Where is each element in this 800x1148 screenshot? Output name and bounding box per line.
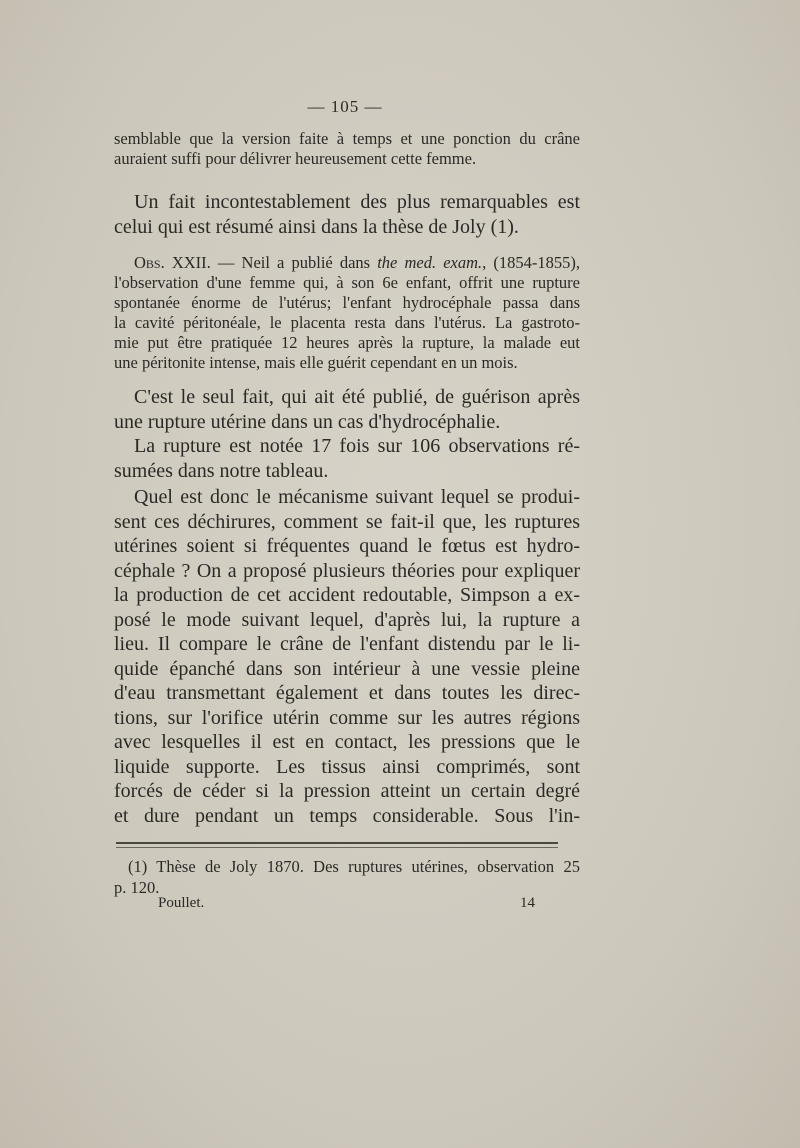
observation-paragraph: [114, 253, 580, 373]
text-line: sent ces déchirures, comment se fait-il que, les ruptures: [114, 510, 580, 533]
obs-number: XXII.: [171, 253, 211, 272]
obs-text: , (1854-1855),: [482, 253, 581, 272]
text-line: d'eau transmettant également et dans toutes les direc-: [114, 682, 580, 704]
obs-text: — Neil a publié dans: [210, 253, 378, 272]
footnote-divider-thin: [116, 847, 558, 848]
journal-title: the med. exam.: [377, 253, 483, 272]
text-line: Quel est donc le mécanisme suivant lequel se produi-: [134, 486, 580, 508]
intro-paragraph: [114, 129, 580, 169]
text-line: liquide supporte. Les tissus ainsi comprimés, sont: [114, 755, 580, 778]
text-line: quide épanché dans son intérieur à une vessie pleine: [114, 657, 580, 680]
footnote-line: p. 120.: [114, 878, 160, 897]
text-line: auraient suffi pour délivrer heureusement cette femme.: [114, 149, 477, 168]
quel-paragraph: [114, 485, 580, 828]
signature-author: Poullet.: [158, 895, 205, 911]
text-line: une péritonite intense, mais elle guérit cependant en un mois.: [114, 353, 518, 372]
text-line: tions, sur l'orifice utérin comme sur les autres régions: [114, 706, 580, 729]
text-line: Un fait incontestablement des plus remarquables est: [134, 191, 580, 213]
text-line: une rupture utérine dans un cas d'hydrocéphalie.: [114, 410, 501, 433]
text-line: lieu. Il compare le crâne de l'enfant distendu par le li-: [114, 633, 580, 655]
text-line: spontanée énorme de l'utérus; l'enfant hydrocéphale passa dans: [114, 293, 580, 312]
text-line: utérines soient si fréquentes quand le fœtus est hydro-: [114, 535, 580, 557]
text-line: sumées dans notre tableau.: [114, 459, 329, 482]
obs-label: Obs.: [134, 253, 165, 272]
text-line: la cavité péritonéale, le placenta resta dans l'utérus. La gastroto-: [114, 313, 580, 332]
text-line: avec lesquelles il est en contact, les pressions que le: [114, 731, 580, 753]
footnote-line: (1) Thèse de Joly 1870. Des ruptures utérines, observation 25: [128, 857, 580, 876]
text-line: céphale ? On a proposé plusieurs théories pour expliquer: [114, 559, 580, 582]
seul-paragraph: [114, 385, 580, 434]
text-line: posé le mode suivant lequel, d'après lui, la rupture a: [114, 608, 580, 631]
text-line: forcés de céder si la pression atteint un certain degré: [114, 780, 580, 802]
text-line: mie put être pratiquée 12 heures après la rupture, la malade eut: [114, 333, 580, 352]
fait-paragraph: [114, 190, 580, 239]
observation-heading-line: [114, 253, 580, 273]
text-line: la production de cet accident redoutable, Simpson a ex-: [114, 584, 580, 606]
text-line: La rupture est notée 17 fois sur 106 observations ré-: [134, 435, 580, 457]
text-line: semblable que la version faite à temps et une ponction du crâne: [114, 129, 580, 148]
text-line: l'observation d'une femme qui, à son 6e enfant, offrit une rupture: [114, 273, 580, 292]
footnote-divider: [116, 842, 558, 844]
rupture-paragraph: [114, 434, 580, 483]
text-line: celui qui est résumé ainsi dans la thèse de Joly (1).: [114, 215, 519, 238]
page-number: — 105 —: [307, 97, 383, 116]
signature-mark: 14: [520, 895, 535, 911]
footnote: [114, 856, 580, 898]
text-line: C'est le seul fait, qui ait été publié, de guérison après: [134, 386, 580, 408]
text-line: et dure pendant un temps considerable. Sous l'in-: [114, 804, 580, 827]
